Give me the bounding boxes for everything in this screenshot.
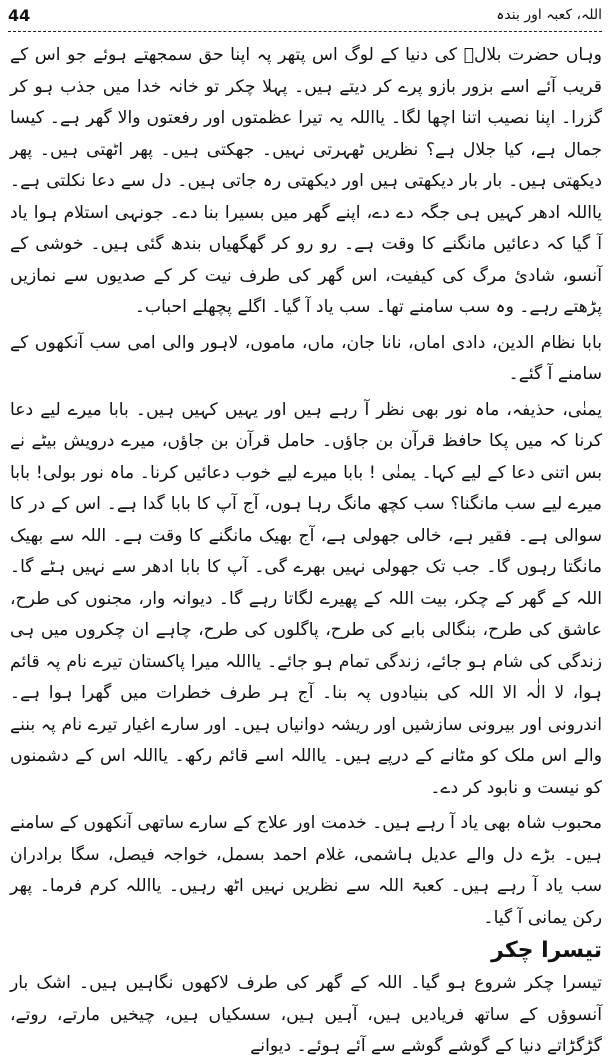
header-rule xyxy=(8,31,602,32)
paragraph: تیسرا چکر شروع ہو گیا۔ اللہ کے گھر کی طرف لاکھوں نگاہیں ہیں۔ اشک بار آنسوؤں کے ساتھ فریادیں ہیں، آہیں ہیں، سسکیاں ہیں، چیخیں مارتے، روتے، گڑگڑاتے دنیا کے گوشے گوشے سے آئے ہوئے۔ دیوانے xyxy=(10,973,602,1056)
body-text xyxy=(10,40,602,1063)
running-head: اللہ، کعبہ اور بندہ xyxy=(496,7,602,23)
paragraph: وہاں حضرت بلالؓ کی دنیا کے لوگ اس پتھر پہ اپنا حق سمجھتے ہوئے جو اس کے قریب آئے اسے بزور بازو پرے کر دیتے ہیں۔ پہلا چکر تو خانہ خدا میں جذب ہو کر گزرا۔ اپنا نصیب اتنا اچھا لگا۔ یااللہ یہ تیرا عظمتوں اور رفعتوں والا گھر ہے۔ کیسا جمال ہے، کیا جلال ہے؟ نظریں ٹھہرتی نہیں۔ جھکتی ہیں۔ پھر اٹھتی ہیں۔ پھر دیکھتی ہیں۔ بار بار دیکھتی ہیں اور دیکھتی رہ جاتی ہیں۔ دل سے دعا نکلتی ہے۔ یااللہ ادھر کہیں ہی جگہ دے دے، اپنے گھر میں بسیرا بنا دے۔ جونہی استلام ہوا یاد آ گیا کہ دعائیں مانگنے کا وقت ہے۔ رو رو کر گھگھیاں بندھ گئی ہیں۔ خوشی کے آنسو، شادیٔ مرگ کی کیفیت، اس گھر کی طرف نیت کر کے صدیوں سے نمازیں پڑھتے رہے۔ وہ سب سامنے تھا۔ سب یاد آ گیا۔ اگلے پچھلے احباب۔ xyxy=(10,45,602,317)
paragraph: محبوب شاہ بھی یاد آ رہے ہیں۔ خدمت اور علاج کے سارے ساتھی آنکھوں کے سامنے ہیں۔ بڑے دل والے عدیل ہاشمی، غلام احمد بسمل، خواجہ فیصل، سگا برادران سب یاد آ رہے ہیں۔ کعبۃ اللہ سے نظریں نہیں اٹھ رہیں۔ یااللہ کرم فرما۔ پھر رکن یمانی آ گیا۔ xyxy=(10,813,602,928)
section-heading: تیسرا چکر xyxy=(491,938,602,963)
paragraph: یمنٰی، حذیفہ، ماہ نور بھی نظر آ رہے ہیں اور یہیں کہیں ہیں۔ بابا میرے لیے دعا کرنا کہ میں پکا حافظ قرآن بن جاؤں۔ حامل قرآن بن جاؤں، میرے درویش بیٹے نے بس اتنی دعا کے لیے کہا۔ یمنٰی ! بابا میرے لیے خوب دعائیں کرنا۔ ماہ نور بولی! بابا میرے لیے سب مانگنا؟ سب کچھ مانگ رہا ہوں، آج آپ کا بابا گدا ہے۔ اس کے در کا سوالی ہے۔ فقیر ہے، خالی جھولی ہے، آج بھیک مانگنے کا وقت ہے۔ اللہ سے بھیک مانگتا رہوں گا۔ جب تک جھولی نہیں بھرے گی۔ آپ کا بابا ادھر سے نہیں ہٹے گا۔ اللہ کے گھر کے چکر، بیت اللہ کے پھیرے لگاتا رہے گا۔ دیوانہ وار، مجنوں کی طرح، عاشق کی طرح، بنگالی بابے کی طرح، پاگلوں کی طرح، چاہے ان چکروں میں ہی زندگی کی شام ہو جائے، زندگی تمام ہو جائے۔ یااللہ میرا پاکستان تیرے نام پہ قائم ہوا، لا الٰہ الا اللہ کی بنیادوں پہ بنا۔ آج ہر طرف خطرات میں گھرا ہوا ہے۔ اندرونی اور بیرونی سازشیں اور ریشہ دوانیاں ہیں۔ اور سارے اغیار تیرے نام پہ بننے والے اس ملک کو مٹانے کے درپے ہیں۔ یااللہ اسے قائم رکھ۔ یااللہ اس کے دشمنوں کو نیست و نابود کر دے۔ xyxy=(10,399,602,798)
page-number: 44 xyxy=(8,6,31,25)
page-header xyxy=(8,4,602,30)
paragraph: بابا نظام الدین، دادی اماں، نانا جان، ماں، ماموں، لاہور والی امی سب آنکھوں کے سامنے آ گئے۔ xyxy=(10,332,602,384)
